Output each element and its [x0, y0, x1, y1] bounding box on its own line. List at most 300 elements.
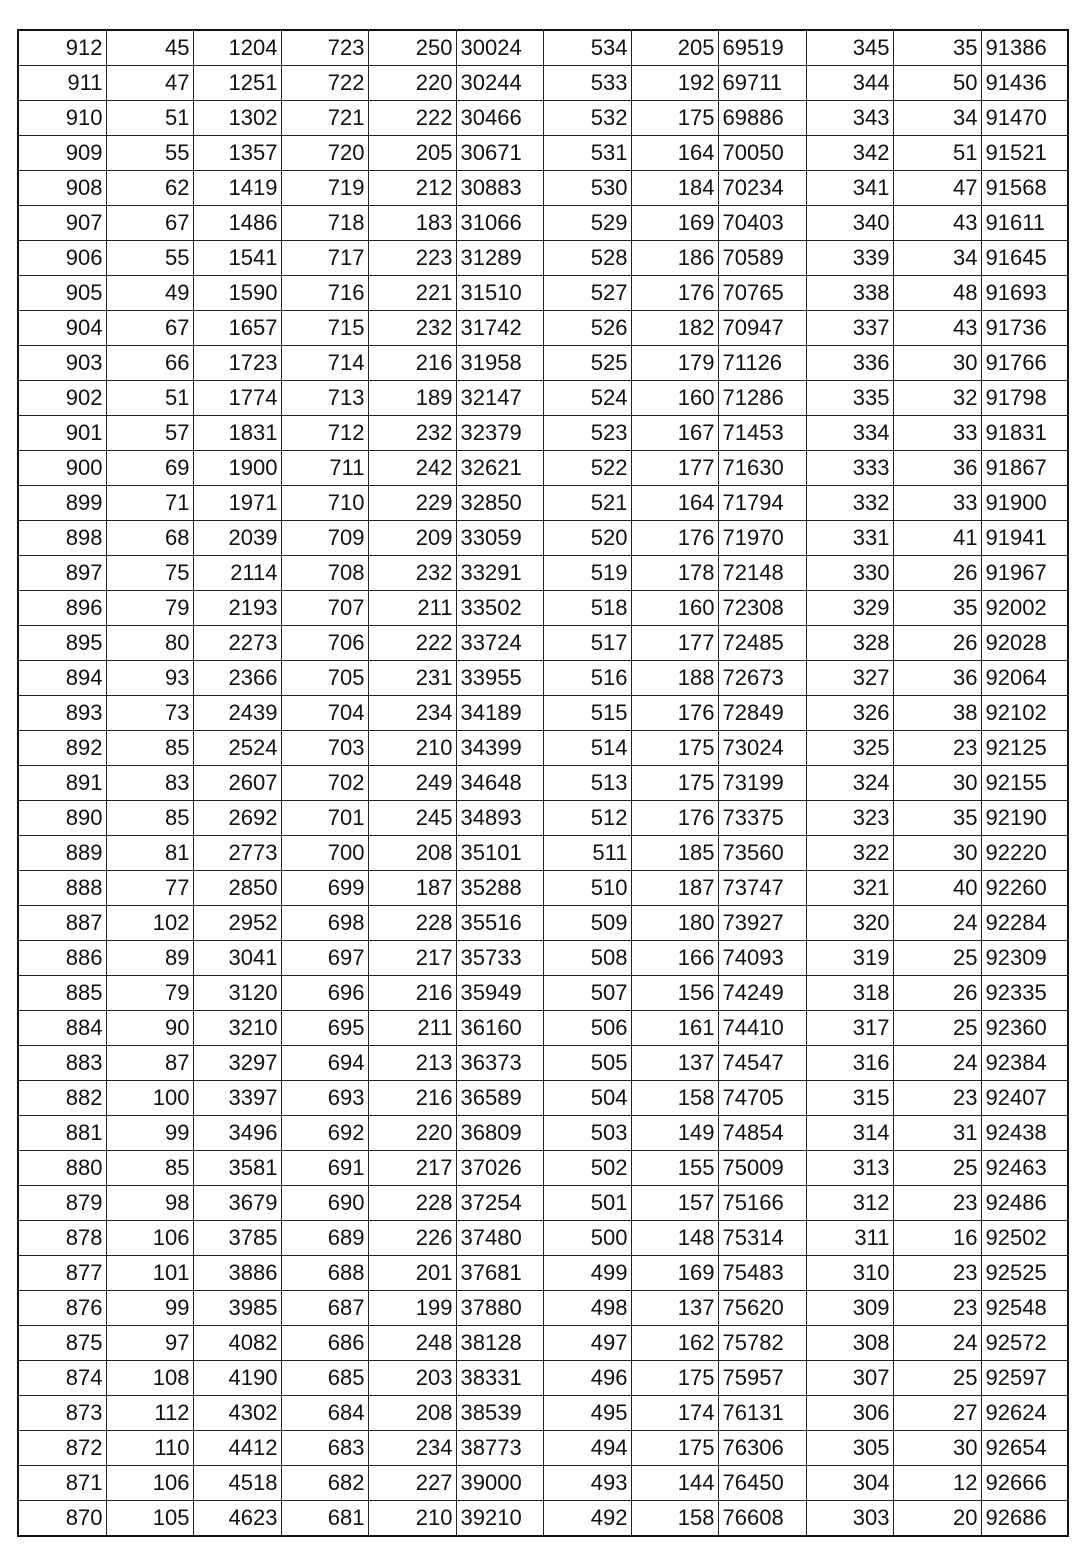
table-row — [18, 1046, 1068, 1081]
cumulative-col-3-cell: 70234 — [718, 171, 806, 206]
cumulative-col-1-cell: 1204 — [193, 30, 281, 66]
score-col-2-cell: 688 — [281, 1256, 368, 1291]
count-col-2-cell: 211 — [368, 591, 456, 626]
cumulative-col-3-cell: 76450 — [718, 1466, 806, 1501]
table-row — [18, 801, 1068, 836]
count-col-1-cell: 100 — [106, 1081, 193, 1116]
table-row — [18, 1431, 1068, 1466]
cumulative-col-4-cell: 91645 — [981, 241, 1068, 276]
score-col-3-cell: 531 — [543, 136, 631, 171]
score-col-1-cell: 890 — [18, 801, 106, 836]
count-col-4-cell: 38 — [893, 696, 981, 731]
count-col-3-cell: 175 — [631, 766, 718, 801]
table-row — [18, 1186, 1068, 1221]
cumulative-col-1-cell: 3120 — [193, 976, 281, 1011]
table-row — [18, 1396, 1068, 1431]
cumulative-col-1-cell: 2692 — [193, 801, 281, 836]
table-row — [18, 241, 1068, 276]
count-col-4-cell: 34 — [893, 241, 981, 276]
cumulative-col-4-cell: 91867 — [981, 451, 1068, 486]
count-col-3-cell: 187 — [631, 871, 718, 906]
count-col-3-cell: 156 — [631, 976, 718, 1011]
score-col-3-cell: 497 — [543, 1326, 631, 1361]
count-col-1-cell: 105 — [106, 1501, 193, 1537]
cumulative-col-3-cell: 74705 — [718, 1081, 806, 1116]
score-col-3-cell: 498 — [543, 1291, 631, 1326]
table-row — [18, 591, 1068, 626]
cumulative-col-3-cell: 73747 — [718, 871, 806, 906]
score-col-4-cell: 329 — [806, 591, 893, 626]
cumulative-col-2-cell: 31510 — [456, 276, 543, 311]
cumulative-col-1-cell: 4412 — [193, 1431, 281, 1466]
cumulative-col-4-cell: 91766 — [981, 346, 1068, 381]
cumulative-col-4-cell: 92028 — [981, 626, 1068, 661]
cumulative-col-4-cell: 92260 — [981, 871, 1068, 906]
score-col-2-cell: 711 — [281, 451, 368, 486]
cumulative-col-2-cell: 37681 — [456, 1256, 543, 1291]
cumulative-col-4-cell: 92654 — [981, 1431, 1068, 1466]
count-col-3-cell: 148 — [631, 1221, 718, 1256]
cumulative-col-4-cell: 91941 — [981, 521, 1068, 556]
score-col-2-cell: 686 — [281, 1326, 368, 1361]
score-col-4-cell: 335 — [806, 381, 893, 416]
cumulative-col-4-cell: 91436 — [981, 66, 1068, 101]
table-body — [18, 30, 1068, 1536]
score-col-1-cell: 878 — [18, 1221, 106, 1256]
score-col-1-cell: 873 — [18, 1396, 106, 1431]
count-col-1-cell: 98 — [106, 1186, 193, 1221]
count-col-3-cell: 164 — [631, 136, 718, 171]
cumulative-col-4-cell: 92525 — [981, 1256, 1068, 1291]
count-col-2-cell: 212 — [368, 171, 456, 206]
score-col-2-cell: 722 — [281, 66, 368, 101]
count-col-2-cell: 229 — [368, 486, 456, 521]
count-col-1-cell: 71 — [106, 486, 193, 521]
score-col-2-cell: 714 — [281, 346, 368, 381]
count-col-2-cell: 205 — [368, 136, 456, 171]
count-col-1-cell: 57 — [106, 416, 193, 451]
cumulative-col-3-cell: 73199 — [718, 766, 806, 801]
count-col-1-cell: 79 — [106, 976, 193, 1011]
cumulative-col-1-cell: 3985 — [193, 1291, 281, 1326]
count-col-1-cell: 90 — [106, 1011, 193, 1046]
count-col-4-cell: 40 — [893, 871, 981, 906]
count-col-4-cell: 48 — [893, 276, 981, 311]
score-col-2-cell: 683 — [281, 1431, 368, 1466]
count-col-2-cell: 210 — [368, 1501, 456, 1537]
cumulative-col-1-cell: 2607 — [193, 766, 281, 801]
score-col-1-cell: 889 — [18, 836, 106, 871]
cumulative-col-4-cell: 92463 — [981, 1151, 1068, 1186]
cumulative-col-3-cell: 76608 — [718, 1501, 806, 1537]
score-col-3-cell: 524 — [543, 381, 631, 416]
count-col-2-cell: 234 — [368, 696, 456, 731]
cumulative-col-1-cell: 1419 — [193, 171, 281, 206]
cumulative-col-1-cell: 2366 — [193, 661, 281, 696]
count-col-4-cell: 25 — [893, 1361, 981, 1396]
count-col-1-cell: 51 — [106, 381, 193, 416]
count-col-1-cell: 67 — [106, 311, 193, 346]
score-col-3-cell: 515 — [543, 696, 631, 731]
score-col-4-cell: 333 — [806, 451, 893, 486]
cumulative-col-4-cell: 91386 — [981, 30, 1068, 66]
score-col-4-cell: 313 — [806, 1151, 893, 1186]
count-col-3-cell: 176 — [631, 521, 718, 556]
cumulative-col-4-cell: 91470 — [981, 101, 1068, 136]
cumulative-col-2-cell: 32621 — [456, 451, 543, 486]
score-col-3-cell: 512 — [543, 801, 631, 836]
count-col-4-cell: 24 — [893, 1046, 981, 1081]
count-col-3-cell: 182 — [631, 311, 718, 346]
cumulative-col-4-cell: 91967 — [981, 556, 1068, 591]
score-col-4-cell: 338 — [806, 276, 893, 311]
table-row — [18, 731, 1068, 766]
cumulative-col-3-cell: 71630 — [718, 451, 806, 486]
cumulative-col-2-cell: 32147 — [456, 381, 543, 416]
score-col-1-cell: 882 — [18, 1081, 106, 1116]
score-col-3-cell: 519 — [543, 556, 631, 591]
score-col-3-cell: 501 — [543, 1186, 631, 1221]
score-col-1-cell: 898 — [18, 521, 106, 556]
count-col-3-cell: 137 — [631, 1046, 718, 1081]
count-col-2-cell: 216 — [368, 346, 456, 381]
cumulative-col-2-cell: 32850 — [456, 486, 543, 521]
score-col-4-cell: 331 — [806, 521, 893, 556]
count-col-3-cell: 184 — [631, 171, 718, 206]
table-row — [18, 1501, 1068, 1537]
cumulative-col-2-cell: 38773 — [456, 1431, 543, 1466]
score-col-2-cell: 690 — [281, 1186, 368, 1221]
score-col-1-cell: 905 — [18, 276, 106, 311]
cumulative-col-3-cell: 69711 — [718, 66, 806, 101]
cumulative-col-4-cell: 92220 — [981, 836, 1068, 871]
cumulative-col-2-cell: 30244 — [456, 66, 543, 101]
score-col-4-cell: 304 — [806, 1466, 893, 1501]
table-row — [18, 556, 1068, 591]
count-col-2-cell: 221 — [368, 276, 456, 311]
cumulative-col-1-cell: 2850 — [193, 871, 281, 906]
score-col-4-cell: 312 — [806, 1186, 893, 1221]
score-col-2-cell: 706 — [281, 626, 368, 661]
score-col-3-cell: 509 — [543, 906, 631, 941]
score-col-2-cell: 709 — [281, 521, 368, 556]
cumulative-col-2-cell: 36160 — [456, 1011, 543, 1046]
count-col-1-cell: 93 — [106, 661, 193, 696]
count-col-1-cell: 66 — [106, 346, 193, 381]
count-col-3-cell: 157 — [631, 1186, 718, 1221]
score-col-2-cell: 685 — [281, 1361, 368, 1396]
table-row — [18, 1291, 1068, 1326]
table-row — [18, 871, 1068, 906]
cumulative-col-2-cell: 37880 — [456, 1291, 543, 1326]
cumulative-col-3-cell: 74249 — [718, 976, 806, 1011]
score-col-1-cell: 894 — [18, 661, 106, 696]
table-row — [18, 976, 1068, 1011]
cumulative-col-2-cell: 33502 — [456, 591, 543, 626]
cumulative-col-4-cell: 92284 — [981, 906, 1068, 941]
score-col-3-cell: 532 — [543, 101, 631, 136]
count-col-1-cell: 85 — [106, 731, 193, 766]
count-col-1-cell: 80 — [106, 626, 193, 661]
cumulative-col-3-cell: 74410 — [718, 1011, 806, 1046]
cumulative-col-3-cell: 72485 — [718, 626, 806, 661]
score-col-3-cell: 505 — [543, 1046, 631, 1081]
table-row — [18, 206, 1068, 241]
table-row — [18, 1116, 1068, 1151]
cumulative-col-2-cell: 33291 — [456, 556, 543, 591]
score-col-4-cell: 324 — [806, 766, 893, 801]
cumulative-col-3-cell: 70050 — [718, 136, 806, 171]
count-col-1-cell: 102 — [106, 906, 193, 941]
count-col-4-cell: 36 — [893, 451, 981, 486]
cumulative-col-1-cell: 4623 — [193, 1501, 281, 1537]
count-col-1-cell: 101 — [106, 1256, 193, 1291]
cumulative-col-2-cell: 35516 — [456, 906, 543, 941]
count-col-4-cell: 41 — [893, 521, 981, 556]
score-col-1-cell: 892 — [18, 731, 106, 766]
table-row — [18, 311, 1068, 346]
score-col-4-cell: 317 — [806, 1011, 893, 1046]
count-col-4-cell: 30 — [893, 766, 981, 801]
table-row — [18, 136, 1068, 171]
cumulative-col-1-cell: 2439 — [193, 696, 281, 731]
cumulative-col-2-cell: 33724 — [456, 626, 543, 661]
count-col-1-cell: 106 — [106, 1466, 193, 1501]
count-col-4-cell: 32 — [893, 381, 981, 416]
count-col-2-cell: 209 — [368, 521, 456, 556]
score-col-3-cell: 511 — [543, 836, 631, 871]
score-col-1-cell: 871 — [18, 1466, 106, 1501]
cumulative-col-3-cell: 72308 — [718, 591, 806, 626]
count-col-4-cell: 26 — [893, 976, 981, 1011]
table-row — [18, 1466, 1068, 1501]
count-col-3-cell: 169 — [631, 206, 718, 241]
count-col-3-cell: 186 — [631, 241, 718, 276]
score-col-4-cell: 322 — [806, 836, 893, 871]
score-col-1-cell: 885 — [18, 976, 106, 1011]
count-col-2-cell: 189 — [368, 381, 456, 416]
cumulative-col-4-cell: 92102 — [981, 696, 1068, 731]
cumulative-col-1-cell: 1774 — [193, 381, 281, 416]
score-col-3-cell: 530 — [543, 171, 631, 206]
score-col-1-cell: 899 — [18, 486, 106, 521]
cumulative-col-1-cell: 4302 — [193, 1396, 281, 1431]
count-col-2-cell: 232 — [368, 556, 456, 591]
count-col-2-cell: 223 — [368, 241, 456, 276]
score-col-3-cell: 499 — [543, 1256, 631, 1291]
cumulative-col-4-cell: 92666 — [981, 1466, 1068, 1501]
score-col-1-cell: 872 — [18, 1431, 106, 1466]
cumulative-col-3-cell: 69519 — [718, 30, 806, 66]
table-row — [18, 521, 1068, 556]
score-col-2-cell: 692 — [281, 1116, 368, 1151]
table-row — [18, 171, 1068, 206]
score-col-4-cell: 311 — [806, 1221, 893, 1256]
table-row — [18, 1011, 1068, 1046]
count-col-4-cell: 25 — [893, 941, 981, 976]
count-col-4-cell: 35 — [893, 591, 981, 626]
cumulative-col-4-cell: 91568 — [981, 171, 1068, 206]
table-row — [18, 416, 1068, 451]
count-col-3-cell: 176 — [631, 276, 718, 311]
score-col-2-cell: 696 — [281, 976, 368, 1011]
count-col-2-cell: 228 — [368, 1186, 456, 1221]
score-col-3-cell: 506 — [543, 1011, 631, 1046]
cumulative-col-3-cell: 73560 — [718, 836, 806, 871]
count-col-1-cell: 106 — [106, 1221, 193, 1256]
score-col-3-cell: 523 — [543, 416, 631, 451]
score-col-2-cell: 705 — [281, 661, 368, 696]
score-col-4-cell: 318 — [806, 976, 893, 1011]
score-col-2-cell: 702 — [281, 766, 368, 801]
score-col-1-cell: 884 — [18, 1011, 106, 1046]
count-col-3-cell: 161 — [631, 1011, 718, 1046]
score-col-4-cell: 305 — [806, 1431, 893, 1466]
cumulative-col-1-cell: 3886 — [193, 1256, 281, 1291]
count-col-2-cell: 222 — [368, 101, 456, 136]
count-col-3-cell: 167 — [631, 416, 718, 451]
table-row — [18, 30, 1068, 66]
cumulative-col-1-cell: 1251 — [193, 66, 281, 101]
count-col-3-cell: 192 — [631, 66, 718, 101]
table-row — [18, 836, 1068, 871]
score-col-1-cell: 876 — [18, 1291, 106, 1326]
count-col-1-cell: 47 — [106, 66, 193, 101]
score-col-4-cell: 310 — [806, 1256, 893, 1291]
score-col-2-cell: 704 — [281, 696, 368, 731]
cumulative-col-4-cell: 92190 — [981, 801, 1068, 836]
score-col-1-cell: 895 — [18, 626, 106, 661]
count-col-4-cell: 36 — [893, 661, 981, 696]
count-col-3-cell: 149 — [631, 1116, 718, 1151]
cumulative-col-4-cell: 92407 — [981, 1081, 1068, 1116]
count-col-4-cell: 31 — [893, 1116, 981, 1151]
cumulative-col-1-cell: 3679 — [193, 1186, 281, 1221]
count-col-3-cell: 188 — [631, 661, 718, 696]
cumulative-col-4-cell: 92384 — [981, 1046, 1068, 1081]
count-col-3-cell: 144 — [631, 1466, 718, 1501]
table-row — [18, 1151, 1068, 1186]
count-col-4-cell: 23 — [893, 1291, 981, 1326]
score-col-3-cell: 527 — [543, 276, 631, 311]
count-col-3-cell: 169 — [631, 1256, 718, 1291]
score-col-3-cell: 493 — [543, 1466, 631, 1501]
cumulative-col-2-cell: 36809 — [456, 1116, 543, 1151]
score-col-3-cell: 504 — [543, 1081, 631, 1116]
count-col-4-cell: 51 — [893, 136, 981, 171]
score-col-2-cell: 717 — [281, 241, 368, 276]
count-col-1-cell: 77 — [106, 871, 193, 906]
cumulative-col-1-cell: 3297 — [193, 1046, 281, 1081]
score-col-4-cell: 320 — [806, 906, 893, 941]
score-col-3-cell: 526 — [543, 311, 631, 346]
count-col-1-cell: 108 — [106, 1361, 193, 1396]
cumulative-col-4-cell: 91831 — [981, 416, 1068, 451]
count-col-3-cell: 177 — [631, 451, 718, 486]
cumulative-col-4-cell: 92686 — [981, 1501, 1068, 1537]
count-col-3-cell: 166 — [631, 941, 718, 976]
cumulative-col-3-cell: 73024 — [718, 731, 806, 766]
cumulative-col-3-cell: 74093 — [718, 941, 806, 976]
cumulative-col-4-cell: 92309 — [981, 941, 1068, 976]
score-col-1-cell: 907 — [18, 206, 106, 241]
count-col-2-cell: 220 — [368, 66, 456, 101]
cumulative-col-2-cell: 30883 — [456, 171, 543, 206]
cumulative-col-4-cell: 91736 — [981, 311, 1068, 346]
score-col-2-cell: 695 — [281, 1011, 368, 1046]
count-col-4-cell: 23 — [893, 1186, 981, 1221]
cumulative-col-2-cell: 34893 — [456, 801, 543, 836]
count-col-2-cell: 213 — [368, 1046, 456, 1081]
score-col-1-cell: 893 — [18, 696, 106, 731]
count-col-1-cell: 87 — [106, 1046, 193, 1081]
score-col-1-cell: 900 — [18, 451, 106, 486]
cumulative-col-4-cell: 91798 — [981, 381, 1068, 416]
score-col-3-cell: 502 — [543, 1151, 631, 1186]
cumulative-col-4-cell: 92548 — [981, 1291, 1068, 1326]
table-row — [18, 276, 1068, 311]
count-col-3-cell: 137 — [631, 1291, 718, 1326]
score-col-1-cell: 901 — [18, 416, 106, 451]
cumulative-col-4-cell: 92572 — [981, 1326, 1068, 1361]
cumulative-col-3-cell: 73375 — [718, 801, 806, 836]
count-col-4-cell: 26 — [893, 556, 981, 591]
score-col-1-cell: 911 — [18, 66, 106, 101]
score-col-2-cell: 699 — [281, 871, 368, 906]
score-col-1-cell: 910 — [18, 101, 106, 136]
count-col-2-cell: 232 — [368, 416, 456, 451]
cumulative-col-2-cell: 35101 — [456, 836, 543, 871]
score-col-4-cell: 316 — [806, 1046, 893, 1081]
table-row — [18, 696, 1068, 731]
score-col-3-cell: 521 — [543, 486, 631, 521]
cumulative-col-3-cell: 75620 — [718, 1291, 806, 1326]
cumulative-col-1-cell: 3496 — [193, 1116, 281, 1151]
score-col-4-cell: 341 — [806, 171, 893, 206]
table-row — [18, 451, 1068, 486]
count-col-4-cell: 30 — [893, 836, 981, 871]
score-col-3-cell: 503 — [543, 1116, 631, 1151]
cumulative-col-4-cell: 92002 — [981, 591, 1068, 626]
score-col-4-cell: 332 — [806, 486, 893, 521]
cumulative-col-3-cell: 72148 — [718, 556, 806, 591]
score-col-2-cell: 708 — [281, 556, 368, 591]
score-col-1-cell: 896 — [18, 591, 106, 626]
cumulative-col-2-cell: 31289 — [456, 241, 543, 276]
count-col-1-cell: 110 — [106, 1431, 193, 1466]
cumulative-col-3-cell: 72849 — [718, 696, 806, 731]
score-col-1-cell: 886 — [18, 941, 106, 976]
cumulative-col-1-cell: 4082 — [193, 1326, 281, 1361]
count-col-1-cell: 68 — [106, 521, 193, 556]
cumulative-col-1-cell: 1486 — [193, 206, 281, 241]
score-col-3-cell: 507 — [543, 976, 631, 1011]
count-col-1-cell: 75 — [106, 556, 193, 591]
score-col-1-cell: 870 — [18, 1501, 106, 1537]
count-col-1-cell: 112 — [106, 1396, 193, 1431]
table-row — [18, 1256, 1068, 1291]
score-col-3-cell: 517 — [543, 626, 631, 661]
score-distribution-table — [17, 29, 1069, 1537]
score-col-2-cell: 718 — [281, 206, 368, 241]
cumulative-col-1-cell: 2193 — [193, 591, 281, 626]
count-col-1-cell: 73 — [106, 696, 193, 731]
score-col-4-cell: 340 — [806, 206, 893, 241]
cumulative-col-3-cell: 72673 — [718, 661, 806, 696]
score-col-1-cell: 908 — [18, 171, 106, 206]
cumulative-col-4-cell: 92624 — [981, 1396, 1068, 1431]
score-col-3-cell: 529 — [543, 206, 631, 241]
